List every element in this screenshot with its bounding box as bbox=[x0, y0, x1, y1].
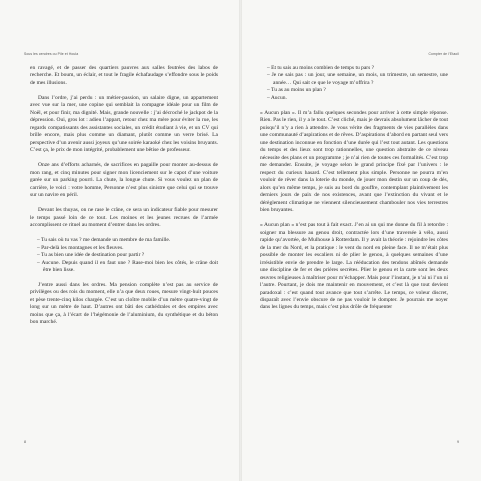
dialogue-line: – Par-delà les montagnes et les fleuves. bbox=[37, 244, 124, 251]
paragraph: Dans l’ordre, j’ai perdu : un métier-passion, un salaire digne, un appartement avec vue sur la mer, une copine qui semblait la compagne idéale pour un film de Noël, et pour finir, ma dignité. Mais, grande nouvelle : j’ai décroché le jackpot de la dépression. Oui, gros lot : adieu l’appart, retour chez ma mère pour éviter la rue, les regards compatissants des assistantes sociales, un crédit étudiant à vie, et un CV qui brille encore, mais plus comme un diamant, plutôt comme un verre brisé. La perspective d’un avenir aussi joyeux qu’une soirée karaoké chez les voisins bruyants. C’est ça, le prix de mon intégrité, probablement une bêtise de professeur. bbox=[30, 94, 218, 154]
paragraph: J’entre aussi dans les ordres. Ma pension complète n’est pas au service de privilèges ou des rois du moment, elle n’a que deux roues, mesure vingt-huit pouces et pèse trente-cinq kilos chargée. C’est un cloître mobile d’un mètre quatre-vingt de long sur un mètre de haut. D’autres ont bâti des cathédrales et des empires avec moins que ça, à l’écart de l’hégémonie de l’aluminium, du synthétique et du béton bon marché. bbox=[30, 281, 218, 326]
dialogue-line: – Aucune. Depuis quand il en faut une ? Rase-moi bien les côtés, le crâne doit être bien lisse. bbox=[37, 259, 218, 274]
left-page bbox=[0, 0, 239, 481]
paragraph: « Aucun plan » n’est pas tout à fait exact. J’en ai un qui me donne du fil à retordre : soigner ma blessure au genou droit, contractée lors d’une traversée à vélo, aussi rapide qu’avortée, de Mulhouse à Rotterdam. Il y avait la théorie : rejoindre les côtes de la mer du Nord, et la pratique : le vent du nord en pleine face. Il ne m’était plus possible de monter les escaliers ni de plier le genou, à quelques semaines d’une irrésistible envie de prendre le large. La rééducation des tendons abîmés demande une discipline de fer et des prières secrètes. Plier le genou et la carte sont les deux œuvres religieuses à maîtriser pour m’échapper. Mais pour l’instant, je n’ai ni l’un ni l’autre. Pourtant, je dois me maintenir en mouvement, et c’est là que tout devient paradoxal : c’est quand tout avance que tout s’arrête. Le temps, ce voleur discret, disparaît avec l’envie obscure de ne pas vouloir le dompter. Je pourrais me noyer dans les lignes du temps, mais c’est plus drôle de fréquenter bbox=[260, 222, 448, 311]
paragraph: Onze ans d’efforts acharnés, de sacrifices en pagaille pour monter au-dessus de mon rang, et cinq minutes pour signer mon licenciement sur le capot d’une voiture garée sur un parking pourri. La chute, la longue chute. Si vous voulez un plan de carrière, le voici : votre homme, Personne n’est plus sinistre que celui qui se trouve sur un navire en péril. bbox=[30, 162, 218, 199]
right-body-text bbox=[260, 65, 448, 312]
dialogue-line: – Tu sais où tu vas ? me demande un membre de ma famille. bbox=[37, 237, 171, 244]
right-page-number: 9 bbox=[457, 440, 459, 444]
paragraph: Devant les thuyas, on ne rase le crâne, ce sera un indicateur fiable pour mesurer le temps passé loin de ce tout. Les moines et les jeunes recrues de l’armée accomplissent ce rituel au moment d’entrer dans les ordres. bbox=[30, 207, 218, 229]
dialogue-line: – Tu as bien une idée de destination pour partir ? bbox=[37, 252, 145, 259]
right-page bbox=[242, 0, 481, 481]
dialogue-line: – Et tu sais au moins combien de temps tu pars ? bbox=[267, 65, 375, 71]
paragraph: en ravagé, et de passer des quartiers pauvres aux salles feutrées des labos de recherche. Et boum, un éclair, et tout le fragile échafaudage s’effondre sous le poids de mes illusions. bbox=[30, 65, 218, 86]
right-running-head: Compter de l’Etaoil bbox=[428, 52, 459, 56]
dialogue-line: – Je ne sais pas : un jour, une semaine, un mois, un trimestre, un semestre, une année… Qui sait ce que le voyage m’offrira ? bbox=[267, 72, 448, 86]
dialogue-line: – Tu as au moins un plan ? bbox=[267, 87, 326, 94]
left-body-text bbox=[30, 65, 218, 327]
paragraph: « Aucun plan ». Il m’a fallu quelques secondes pour arriver à cette simple réponse. Rien. Pas le rien, il y a le tout. C’est cliché, mais je devrais absolument lâcher de tout puisqu’il n’y a rien à attendre. Je vous vérite des fragments de vies parallèles dans une communauté d’aspirations et de rêves. D’aspirations d’abord en partant seul vers une destination inconnue en fonction d’une durée qui l’est tout autant. Les questions du temps et des lieux sont trop rationnelles, une question abstraite de ce niveau nécessite des plans et un programme ; je n’ai rien de toutes ces formalités. C’est trop me demander. Ensuite, je voyage selon le grand principe fixé par l’univers : le respect du curieux hasard. C’est tellement plus simple. Personne ne pourra m’en vouloir de rêver dans la loterie du monde, de jouer mon destin sur un coup de dés, alors qu’en même temps, je suis au bord du gouffre, contemplant plaintivement les derniers jours de paix de nos existences, avant que l’extinction du vivant et le dérèglement climatique ne viennent silencieusement chambouler nos vies terrestres bien bruyantes. bbox=[260, 109, 448, 214]
left-page-number: 8 bbox=[24, 440, 26, 444]
dialogue-line: – Aucun. bbox=[267, 94, 287, 101]
left-running-head: Sous les cendres ou Pile et Houla bbox=[24, 52, 79, 56]
